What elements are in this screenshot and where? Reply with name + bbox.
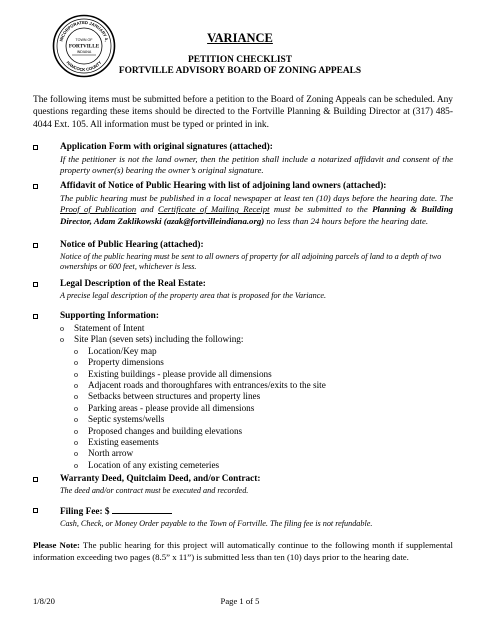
svg-text:INCORPORATED JANUARY 4,: INCORPORATED JANUARY 4,: [58, 19, 110, 42]
item-description: Notice of the public hearing must be sent to all owners of property for all adjoining parcels of land to a depth of two ownerships or 600 feet, whichever is less.: [60, 251, 442, 271]
fee-amount-blank[interactable]: [112, 505, 172, 514]
item-heading: Notice of Public Hearing (attached):: [60, 240, 204, 250]
footer-page-number: Page 1 of 5: [220, 596, 260, 606]
list-item: o Statement of Intent: [60, 323, 145, 333]
list-subitem: o Parking areas - please provide all dimensions: [74, 402, 255, 413]
item-description: If the petitioner is not the land owner, then the petition shall include a notarized affidavit and consent of the property owner(s) bearing the owner’s original signature.: [60, 153, 453, 176]
list-subitem: o Location/Key map: [74, 345, 157, 356]
list-subitem: o Location of any existing cemeteries: [74, 459, 220, 470]
list-subitem: o Property dimensions: [74, 357, 164, 368]
svg-text:HANCOCK COUNTY: HANCOCK COUNTY: [65, 59, 103, 73]
note-label: Please Note:: [33, 540, 80, 550]
item-description: A precise legal description of the property area that is proposed for the Variance.: [60, 290, 327, 300]
item-description: Cash, Check, or Money Order payable to the Town of Fortville. The filing fee is not refundable.: [60, 518, 373, 528]
list-subitem: o Septic systems/wells: [74, 414, 165, 425]
checkbox-icon[interactable]: [33, 282, 38, 287]
svg-text:TOWN OF: TOWN OF: [75, 38, 93, 42]
svg-text:FORTVILLE: FORTVILLE: [68, 43, 100, 50]
list-subitem: o Setbacks between structures and property lines: [74, 391, 261, 402]
please-note-paragraph: Please Note: The public hearing for this project will automatically continue to the following month if supplemental information exceeding two pages (8.5” x 11”) is submitted less than ten (10) days prior to the hearing date.: [33, 540, 453, 562]
checkbox-icon[interactable]: [33, 145, 38, 150]
director-contact: Planning & Building Director, Adam Zaklikowski (azak@fortvilleindiana.org): [60, 204, 454, 226]
item-description: The deed and/or contract must be executed and recorded.: [60, 485, 249, 495]
certificate-of-mailing-text: Certificate of Mailing Receipt: [158, 204, 270, 215]
footer-date: 1/8/20: [33, 596, 55, 606]
svg-text:INDIANA: INDIANA: [76, 50, 92, 54]
item-heading: Application Form with original signatures (attached):: [60, 142, 273, 152]
item-heading: Supporting Information:: [60, 311, 159, 321]
checkbox-icon[interactable]: [33, 243, 38, 248]
item-heading: Affidavit of Notice of Public Hearing with list of adjoining land owners (attached):: [60, 181, 387, 191]
list-subitem: o Existing buildings - please provide all dimensions: [74, 368, 272, 379]
checkbox-icon[interactable]: [33, 508, 38, 513]
board-subtitle: FORTVILLE ADVISORY BOARD OF ZONING APPEALS: [118, 66, 362, 76]
page-title: VARIANCE: [207, 31, 273, 45]
intro-paragraph: The following items must be submitted before a petition to the Board of Zoning Appeals can be scheduled. Any questions regarding these items should be directed to the Fortville Planning & Building Director at (317) 485-4044 Ext. 105. All information must be typed or printed in ink.: [33, 95, 453, 130]
list-subitem: o North arrow: [74, 448, 134, 459]
supporting-list: [60, 323, 453, 471]
item-heading: Legal Description of the Real Estate:: [60, 279, 206, 289]
list-item: o Site Plan (seven sets) including the following:: [60, 334, 244, 345]
item-heading: Filing Fee: $: [60, 505, 453, 519]
proof-of-publication-text: Proof of Publication: [60, 204, 137, 215]
item-heading: Warranty Deed, Quitclaim Deed, and/or Contract:: [60, 474, 261, 484]
checkbox-icon[interactable]: [33, 314, 38, 319]
list-subitem: o Adjacent roads and thoroughfares with entrances/exits to the site: [74, 379, 326, 390]
checkbox-icon[interactable]: [33, 184, 38, 189]
list-subitem: o Proposed changes and building elevations: [74, 425, 243, 436]
item-description: The public hearing must be published in a local newspaper at least ten (10) days before the hearing date. The Proof of Publication and Certificate of Mailing Receipt must be submitted to the Planning & Building Director, Adam Zaklikowski (azak@fortvilleindiana.org) no less than 24 hours before the hearing date.: [60, 192, 454, 226]
checkbox-icon[interactable]: [33, 477, 38, 482]
list-subitem: o Existing easements: [74, 436, 159, 447]
checklist-subtitle: PETITION CHECKLIST: [188, 55, 292, 65]
